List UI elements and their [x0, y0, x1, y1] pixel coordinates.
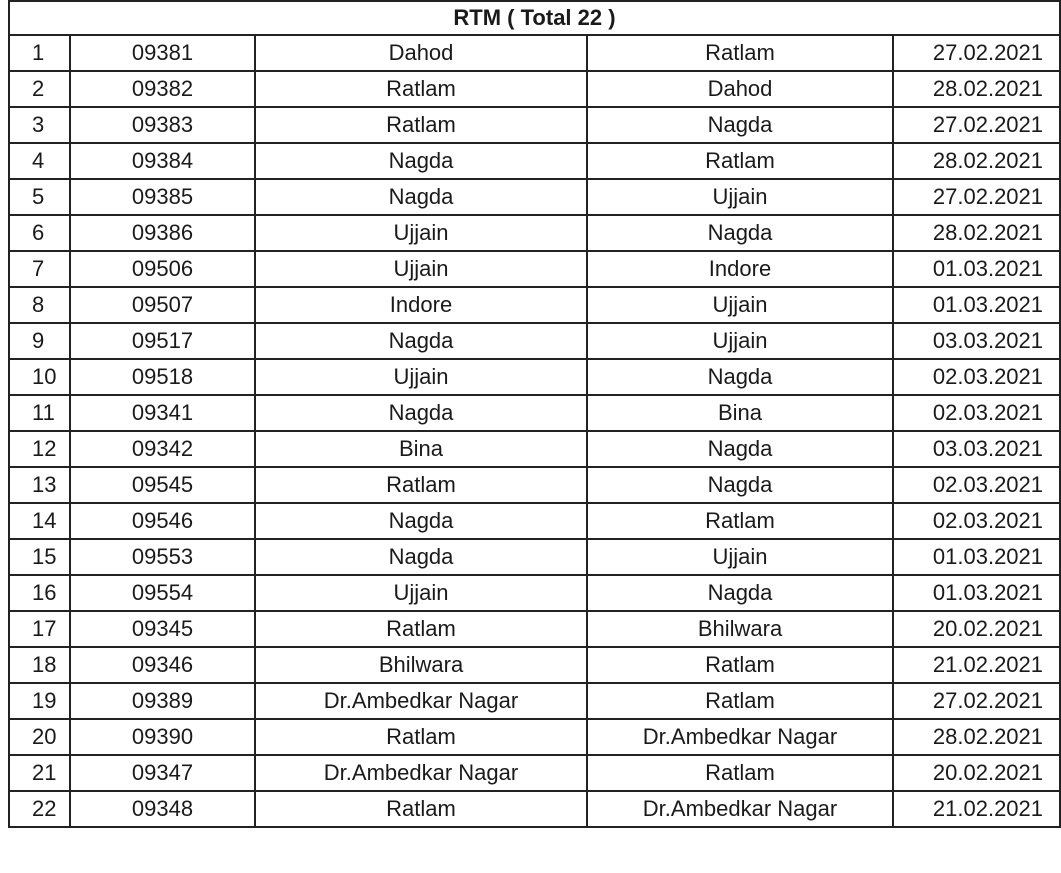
date-cell: 01.03.2021 — [893, 539, 1060, 575]
from-station-cell: Ratlam — [255, 107, 587, 143]
train-number-cell: 09517 — [70, 323, 255, 359]
to-station-cell: Ujjain — [587, 179, 893, 215]
serial-number-cell: 14 — [9, 503, 70, 539]
table-row — [9, 575, 1060, 611]
serial-number-cell: 16 — [9, 575, 70, 611]
train-schedule-table — [8, 0, 1061, 828]
from-station-cell: Bina — [255, 431, 587, 467]
table-row — [9, 431, 1060, 467]
serial-number-cell: 9 — [9, 323, 70, 359]
date-cell: 21.02.2021 — [893, 791, 1060, 827]
to-station-cell: Nagda — [587, 467, 893, 503]
date-cell: 02.03.2021 — [893, 503, 1060, 539]
to-station-cell: Nagda — [587, 107, 893, 143]
to-station-cell: Dr.Ambedkar Nagar — [587, 719, 893, 755]
serial-number-cell: 13 — [9, 467, 70, 503]
train-number-cell: 09341 — [70, 395, 255, 431]
date-cell: 02.03.2021 — [893, 395, 1060, 431]
train-number-cell: 09545 — [70, 467, 255, 503]
serial-number-cell: 19 — [9, 683, 70, 719]
date-cell: 02.03.2021 — [893, 467, 1060, 503]
train-number-cell: 09386 — [70, 215, 255, 251]
from-station-cell: Ratlam — [255, 611, 587, 647]
to-station-cell: Ujjain — [587, 287, 893, 323]
to-station-cell: Nagda — [587, 575, 893, 611]
from-station-cell: Nagda — [255, 323, 587, 359]
date-cell: 28.02.2021 — [893, 143, 1060, 179]
date-cell: 27.02.2021 — [893, 179, 1060, 215]
table-row — [9, 647, 1060, 683]
date-cell: 27.02.2021 — [893, 683, 1060, 719]
serial-number-cell: 6 — [9, 215, 70, 251]
date-cell: 03.03.2021 — [893, 431, 1060, 467]
table-row — [9, 359, 1060, 395]
serial-number-cell: 1 — [9, 35, 70, 71]
train-number-cell: 09546 — [70, 503, 255, 539]
to-station-cell: Ratlam — [587, 35, 893, 71]
to-station-cell: Dahod — [587, 71, 893, 107]
to-station-cell: Bina — [587, 395, 893, 431]
table-row — [9, 683, 1060, 719]
date-cell: 01.03.2021 — [893, 251, 1060, 287]
from-station-cell: Nagda — [255, 179, 587, 215]
serial-number-cell: 3 — [9, 107, 70, 143]
to-station-cell: Ratlam — [587, 647, 893, 683]
from-station-cell: Dahod — [255, 35, 587, 71]
train-number-cell: 09553 — [70, 539, 255, 575]
to-station-cell: Ratlam — [587, 143, 893, 179]
from-station-cell: Indore — [255, 287, 587, 323]
to-station-cell: Ujjain — [587, 539, 893, 575]
table-row — [9, 791, 1060, 827]
table-body — [9, 1, 1060, 827]
table-row — [9, 287, 1060, 323]
train-number-cell: 09347 — [70, 755, 255, 791]
from-station-cell: Nagda — [255, 503, 587, 539]
train-number-cell: 09348 — [70, 791, 255, 827]
date-cell: 02.03.2021 — [893, 359, 1060, 395]
to-station-cell: Ratlam — [587, 503, 893, 539]
table-row — [9, 35, 1060, 71]
to-station-cell: Ujjain — [587, 323, 893, 359]
date-cell: 27.02.2021 — [893, 35, 1060, 71]
train-schedule-sheet — [8, 0, 1059, 828]
train-number-cell: 09507 — [70, 287, 255, 323]
table-row — [9, 323, 1060, 359]
date-cell: 28.02.2021 — [893, 71, 1060, 107]
serial-number-cell: 4 — [9, 143, 70, 179]
from-station-cell: Dr.Ambedkar Nagar — [255, 683, 587, 719]
table-row — [9, 143, 1060, 179]
from-station-cell: Ratlam — [255, 71, 587, 107]
date-cell: 20.02.2021 — [893, 611, 1060, 647]
train-number-cell: 09342 — [70, 431, 255, 467]
from-station-cell: Nagda — [255, 539, 587, 575]
from-station-cell: Nagda — [255, 395, 587, 431]
train-number-cell: 09383 — [70, 107, 255, 143]
train-number-cell: 09385 — [70, 179, 255, 215]
train-number-cell: 09381 — [70, 35, 255, 71]
serial-number-cell: 12 — [9, 431, 70, 467]
from-station-cell: Ujjain — [255, 251, 587, 287]
date-cell: 28.02.2021 — [893, 719, 1060, 755]
serial-number-cell: 7 — [9, 251, 70, 287]
table-row — [9, 251, 1060, 287]
train-number-cell: 09518 — [70, 359, 255, 395]
serial-number-cell: 8 — [9, 287, 70, 323]
date-cell: 01.03.2021 — [893, 287, 1060, 323]
to-station-cell: Nagda — [587, 359, 893, 395]
from-station-cell: Ujjain — [255, 359, 587, 395]
table-row — [9, 719, 1060, 755]
train-number-cell: 09382 — [70, 71, 255, 107]
from-station-cell: Ratlam — [255, 719, 587, 755]
table-row — [9, 71, 1060, 107]
to-station-cell: Nagda — [587, 431, 893, 467]
train-number-cell: 09554 — [70, 575, 255, 611]
from-station-cell: Ujjain — [255, 215, 587, 251]
serial-number-cell: 11 — [9, 395, 70, 431]
from-station-cell: Nagda — [255, 143, 587, 179]
serial-number-cell: 10 — [9, 359, 70, 395]
from-station-cell: Bhilwara — [255, 647, 587, 683]
table-row — [9, 395, 1060, 431]
serial-number-cell: 22 — [9, 791, 70, 827]
table-row — [9, 755, 1060, 791]
to-station-cell: Ratlam — [587, 683, 893, 719]
serial-number-cell: 2 — [9, 71, 70, 107]
serial-number-cell: 15 — [9, 539, 70, 575]
to-station-cell: Nagda — [587, 215, 893, 251]
date-cell: 01.03.2021 — [893, 575, 1060, 611]
serial-number-cell: 18 — [9, 647, 70, 683]
date-cell: 21.02.2021 — [893, 647, 1060, 683]
to-station-cell: Indore — [587, 251, 893, 287]
date-cell: 27.02.2021 — [893, 107, 1060, 143]
table-row — [9, 467, 1060, 503]
serial-number-cell: 20 — [9, 719, 70, 755]
table-row — [9, 107, 1060, 143]
date-cell: 03.03.2021 — [893, 323, 1060, 359]
train-number-cell: 09346 — [70, 647, 255, 683]
serial-number-cell: 21 — [9, 755, 70, 791]
train-number-cell: 09345 — [70, 611, 255, 647]
serial-number-cell: 5 — [9, 179, 70, 215]
to-station-cell: Dr.Ambedkar Nagar — [587, 791, 893, 827]
from-station-cell: Ujjain — [255, 575, 587, 611]
to-station-cell: Ratlam — [587, 755, 893, 791]
from-station-cell: Dr.Ambedkar Nagar — [255, 755, 587, 791]
from-station-cell: Ratlam — [255, 467, 587, 503]
to-station-cell: Bhilwara — [587, 611, 893, 647]
table-title-row — [9, 1, 1060, 35]
table-row — [9, 179, 1060, 215]
table-row — [9, 215, 1060, 251]
from-station-cell: Ratlam — [255, 791, 587, 827]
date-cell: 20.02.2021 — [893, 755, 1060, 791]
date-cell: 28.02.2021 — [893, 215, 1060, 251]
table-row — [9, 503, 1060, 539]
train-number-cell: 09384 — [70, 143, 255, 179]
table-row — [9, 611, 1060, 647]
table-title: RTM ( Total 22 ) — [9, 1, 1060, 35]
train-number-cell: 09389 — [70, 683, 255, 719]
train-number-cell: 09390 — [70, 719, 255, 755]
train-number-cell: 09506 — [70, 251, 255, 287]
serial-number-cell: 17 — [9, 611, 70, 647]
table-row — [9, 539, 1060, 575]
